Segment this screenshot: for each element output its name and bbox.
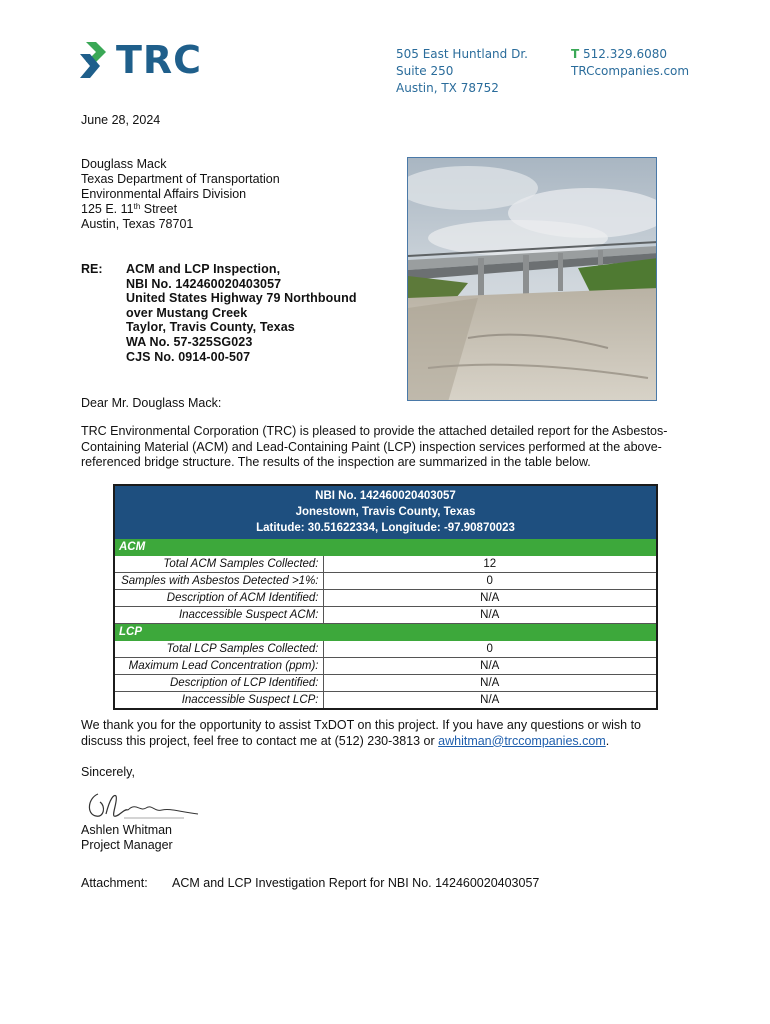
re-line: over Mustang Creek	[126, 305, 248, 320]
email-link[interactable]: awhitman@trccompanies.com	[438, 733, 606, 748]
logo-wordmark: TRC	[116, 38, 203, 82]
row-value: N/A	[323, 590, 657, 607]
table-header-row	[114, 485, 657, 539]
table-row	[114, 556, 657, 573]
inspection-summary-table	[113, 484, 658, 710]
letterhead-address	[396, 46, 528, 97]
signer-name: Ashlen Whitman	[81, 823, 173, 837]
row-value: 0	[323, 573, 657, 590]
row-value: 12	[323, 556, 657, 573]
header-line-coordinates: Latitude: 30.51622334, Longitude: -97.90870023	[256, 522, 515, 534]
street-number: 125 E. 11	[81, 202, 134, 216]
table-header	[114, 485, 657, 539]
table-row	[114, 590, 657, 607]
phone-number: 512.329.6080	[583, 47, 667, 61]
row-label: Samples with Asbestos Detected >1%:	[114, 573, 323, 590]
bridge-photo-image	[408, 158, 657, 401]
salutation: Dear Mr. Douglass Mack:	[81, 396, 222, 410]
row-label: Total LCP Samples Collected:	[114, 641, 323, 658]
row-value: N/A	[323, 607, 657, 624]
signer-title: Project Manager	[81, 838, 173, 852]
re-line: NBI No. 142460020403057	[126, 276, 282, 291]
recipient-block	[81, 157, 280, 232]
street-name: Street	[140, 202, 178, 216]
row-label: Description of ACM Identified:	[114, 590, 323, 607]
row-value: N/A	[323, 675, 657, 692]
website: TRCcompanies.com	[571, 64, 690, 78]
bridge-photo	[407, 157, 657, 401]
header-line-nbi: NBI No. 142460020403057	[315, 490, 456, 502]
row-label: Inaccessible Suspect LCP:	[114, 692, 323, 709]
intro-paragraph: TRC Environmental Corporation (TRC) is pleased to provide the attached detailed report for the Asbestos-Containing Material (ACM) and Lead-Containing Paint (LCP) inspection services performed at the above-referenced bridge structure. The results of the inspection are summarized in the table below.	[81, 424, 668, 469]
attachment-label: Attachment:	[81, 876, 148, 890]
table-row	[114, 573, 657, 590]
row-value: 0	[323, 641, 657, 658]
row-label: Inaccessible Suspect ACM:	[114, 607, 323, 624]
letter-date: June 28, 2024	[81, 113, 161, 127]
phone-label: T	[571, 47, 580, 61]
letterhead-contact	[571, 46, 689, 80]
table-row	[114, 675, 657, 692]
street-ordinal: th	[133, 202, 141, 211]
table-row	[114, 692, 657, 709]
row-value: N/A	[323, 658, 657, 675]
address-line: 505 East Huntland Dr.	[396, 47, 528, 61]
row-label: Description of LCP Identified:	[114, 675, 323, 692]
acm-section-row	[114, 539, 657, 556]
lcp-section-row	[114, 624, 657, 641]
recipient-city: Austin, Texas 78701	[81, 217, 194, 231]
table-row	[114, 658, 657, 675]
re-subject	[126, 262, 357, 364]
thanks-paragraph	[81, 718, 671, 749]
thanks-end: .	[605, 733, 610, 748]
row-label: Total ACM Samples Collected:	[114, 556, 323, 573]
thanks-text: We thank you for the opportunity to assist TxDOT on this project. If you have any questions or wish to discuss this project, feel free to contact me at (512) 230-3813 or	[81, 718, 642, 748]
phone-line	[571, 46, 689, 63]
re-label: RE:	[81, 262, 103, 276]
re-line: United States Highway 79 Northbound	[126, 291, 357, 306]
lcp-section-title: LCP	[114, 624, 657, 641]
re-line: CJS No. 0914-00-507	[126, 349, 251, 364]
row-label: Maximum Lead Concentration (ppm):	[114, 658, 323, 675]
row-value: N/A	[323, 692, 657, 709]
re-line: WA No. 57-325SG023	[126, 334, 253, 349]
signature-icon	[84, 788, 204, 822]
address-line: Austin, TX 78752	[396, 81, 499, 95]
recipient-street	[81, 202, 280, 217]
attachment-text: ACM and LCP Investigation Report for NBI No. 142460020403057	[172, 876, 540, 890]
signer-block	[81, 823, 173, 853]
recipient-org: Texas Department of Transportation	[81, 172, 280, 186]
re-line: ACM and LCP Inspection,	[126, 262, 281, 276]
acm-section-title: ACM	[114, 539, 657, 556]
recipient-name: Douglass Mack	[81, 157, 167, 171]
trc-logo-mark-icon	[80, 42, 110, 78]
table-row	[114, 607, 657, 624]
re-line: Taylor, Travis County, Texas	[126, 320, 295, 335]
table-row	[114, 641, 657, 658]
address-line: Suite 250	[396, 64, 454, 78]
header-line-location: Jonestown, Travis County, Texas	[295, 506, 476, 518]
recipient-division: Environmental Affairs Division	[81, 187, 247, 201]
trc-logo	[80, 38, 203, 82]
closing: Sincerely,	[81, 765, 135, 779]
